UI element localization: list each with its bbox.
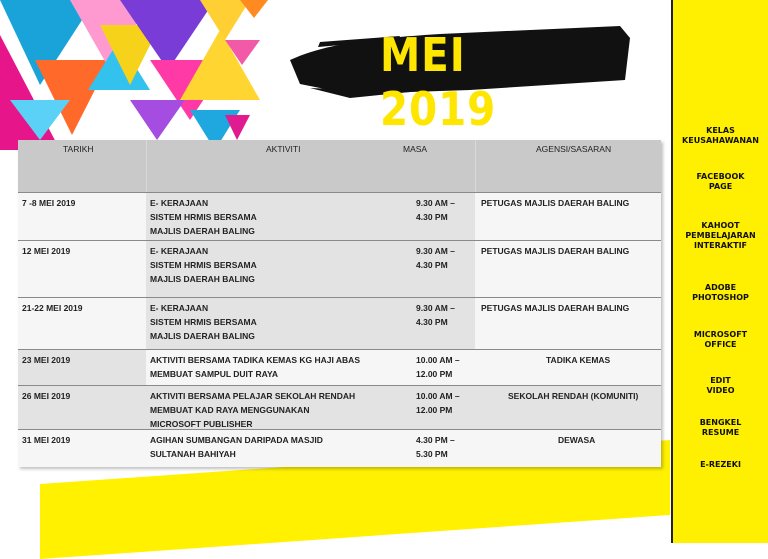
cell-time: 10.00 AM – 12.00 PM (416, 391, 460, 415)
sidebar-item-bengkel-resume: BENGKEL RESUME (699, 418, 742, 437)
header-time: MASA (403, 144, 428, 154)
cell-date: 21-22 MEI 2019 (22, 303, 83, 313)
sidebar-item-kelas-keusahawanan: KELAS KEUSAHAWANAN (682, 126, 759, 145)
header-agency: AGENSI/SASARAN (536, 144, 612, 154)
title-banner (290, 20, 630, 136)
cell-agency: SEKOLAH RENDAH (KOMUNITI) (508, 391, 639, 401)
cell-agency: TADIKA KEMAS (546, 355, 611, 365)
cell-date: 26 MEI 2019 (22, 391, 71, 401)
cell-agency: DEWASA (558, 435, 596, 445)
cell-agency: PETUGAS MAJLIS DAERAH BALING (481, 303, 630, 313)
cell-date: 7 -8 MEI 2019 (22, 198, 76, 208)
table-row (18, 385, 661, 430)
sidebar-item-kahoot: KAHOOT PEMBELAJARAN INTERAKTIF (685, 221, 756, 250)
sidebar-item-edit-video: EDIT VIDEO (706, 376, 735, 395)
table-row (18, 297, 661, 350)
cell-agency: PETUGAS MAJLIS DAERAH BALING (481, 246, 630, 256)
sidebar-item-facebook-page: FACEBOOK PAGE (696, 172, 745, 191)
sidebar-item-adobe-photoshop: ADOBE PHOTOSHOP (692, 283, 749, 302)
cell-activity: AKTIVITI BERSAMA TADIKA KEMAS KG HAJI ABAS MEMBUAT SAMPUL DUIT RAYA (150, 355, 360, 379)
cell-time: 9.30 AM – 4.30 PM (416, 198, 455, 222)
cell-date: 12 MEI 2019 (22, 246, 71, 256)
table-row (18, 429, 661, 468)
cell-time: 9.30 AM – 4.30 PM (416, 303, 455, 327)
cell-activity: E- KERAJAAN SISTEM HRMIS BERSAMA MAJLIS DAERAH BALING (150, 303, 257, 341)
cell-activity: AKTIVITI BERSAMA PELAJAR SEKOLAH RENDAH MEMBUAT KAD RAYA MENGGUNAKAN MICROSOFT PUBLISHER (150, 391, 356, 429)
schedule-table (18, 140, 661, 467)
cell-agency: PETUGAS MAJLIS DAERAH BALING (481, 198, 630, 208)
cell-activity: E- KERAJAAN SISTEM HRMIS BERSAMA MAJLIS DAERAH BALING (150, 246, 257, 284)
page-title: MEI 2019 (380, 28, 497, 136)
sidebar-item-e-rezeki: E-REZEKI (700, 460, 741, 469)
program-sidebar (671, 0, 768, 543)
cell-time: 4.30 PM – 5.30 PM (416, 435, 455, 459)
table-header (18, 140, 661, 192)
sidebar-item-microsoft-office: MICROSOFT OFFICE (693, 330, 748, 349)
cell-activity: E- KERAJAAN SISTEM HRMIS BERSAMA MAJLIS DAERAH BALING (150, 198, 257, 236)
cell-activity: AGIHAN SUMBANGAN DARIPADA MASJID SULTANAH BAHIYAH (150, 435, 323, 459)
header-activity: AKTIVITI (266, 144, 301, 154)
cell-time: 9.30 AM – 4.30 PM (416, 246, 455, 270)
cell-date: 23 MEI 2019 (22, 355, 71, 365)
table-row (18, 240, 661, 298)
header-date: TARIKH (63, 144, 94, 154)
cell-time: 10.00 AM – 12.00 PM (416, 355, 460, 379)
cell-date: 31 MEI 2019 (22, 435, 71, 445)
table-row (18, 349, 661, 386)
table-row (18, 192, 661, 241)
